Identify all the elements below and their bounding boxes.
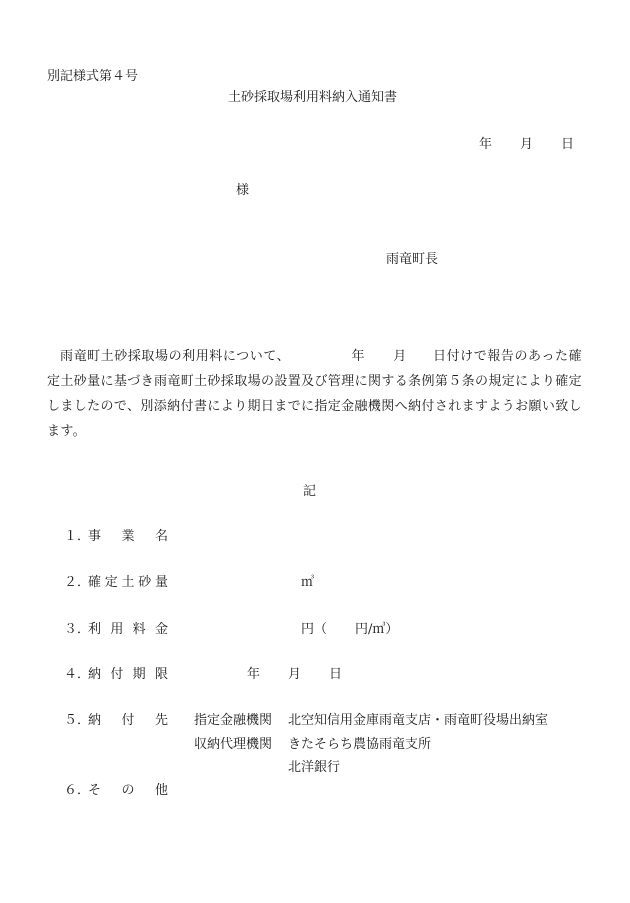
deadline-month: 月 [288, 667, 302, 682]
item-number: ２． [64, 575, 91, 590]
collection-agent-name-1: きたそらち農協雨竜支所 [288, 737, 432, 752]
item-number: ３． [64, 622, 91, 637]
item-usage-fee: ３． 利 用 料 金 [64, 622, 168, 637]
quantity-unit: ㎥ [301, 575, 315, 590]
issue-date-month: 月 [520, 137, 534, 152]
designated-institution-label: 指定金融機関 [194, 713, 273, 728]
issue-date-year: 年 [479, 137, 493, 152]
body-year: 年 [351, 349, 366, 364]
designated-institution-name: 北空知信用金庫雨竜支店・雨竜町役場出納室 [288, 713, 549, 728]
fee-per-unit: 円/㎥） [355, 622, 399, 637]
sender-name: 雨竜町長 [386, 252, 439, 267]
item-number: ５． [64, 713, 91, 728]
form-number: 別記様式第４号 [47, 69, 139, 84]
item-confirmed-quantity: ２． 確 定 土 砂 量 [64, 575, 168, 590]
item-number: ６． [64, 783, 91, 798]
body-part1: 雨竜町土砂採取場の利用料について、 [60, 349, 291, 364]
body-month: 月 [393, 349, 407, 364]
deadline-year: 年 [247, 667, 261, 682]
collection-agent-label: 収納代理機関 [194, 737, 273, 752]
deadline-day: 日 [329, 667, 343, 682]
item-number: ４． [64, 667, 91, 682]
notice-body [47, 344, 582, 444]
section-heading: 記 [303, 484, 317, 499]
item-number: １． [64, 529, 91, 544]
item-project-name: １． 事 業 名 [64, 529, 168, 544]
item-other: ６． そ の 他 [64, 783, 168, 798]
body-part2: 日付けで報告のあった確定土砂量に基づき雨竜町土砂採取場の設置及び管理に関する条例第５条の規定により確定しましたので、別添納付書により期日までに指定金融機関へ納付されますようお願い致します。 [47, 349, 582, 439]
issue-date-day: 日 [561, 137, 575, 152]
collection-agent-name-2: 北洋銀行 [288, 760, 341, 775]
fee-line [301, 623, 398, 636]
document-title: 土砂採取場利用料納入通知書 [228, 90, 398, 105]
fee-yen: 円（ [301, 622, 328, 637]
item-payment-destination: ５． 納 付 先 [64, 713, 168, 728]
addressee-honorific: 様 [236, 183, 250, 198]
item-payment-deadline: ４． 納 付 期 限 [64, 667, 168, 682]
